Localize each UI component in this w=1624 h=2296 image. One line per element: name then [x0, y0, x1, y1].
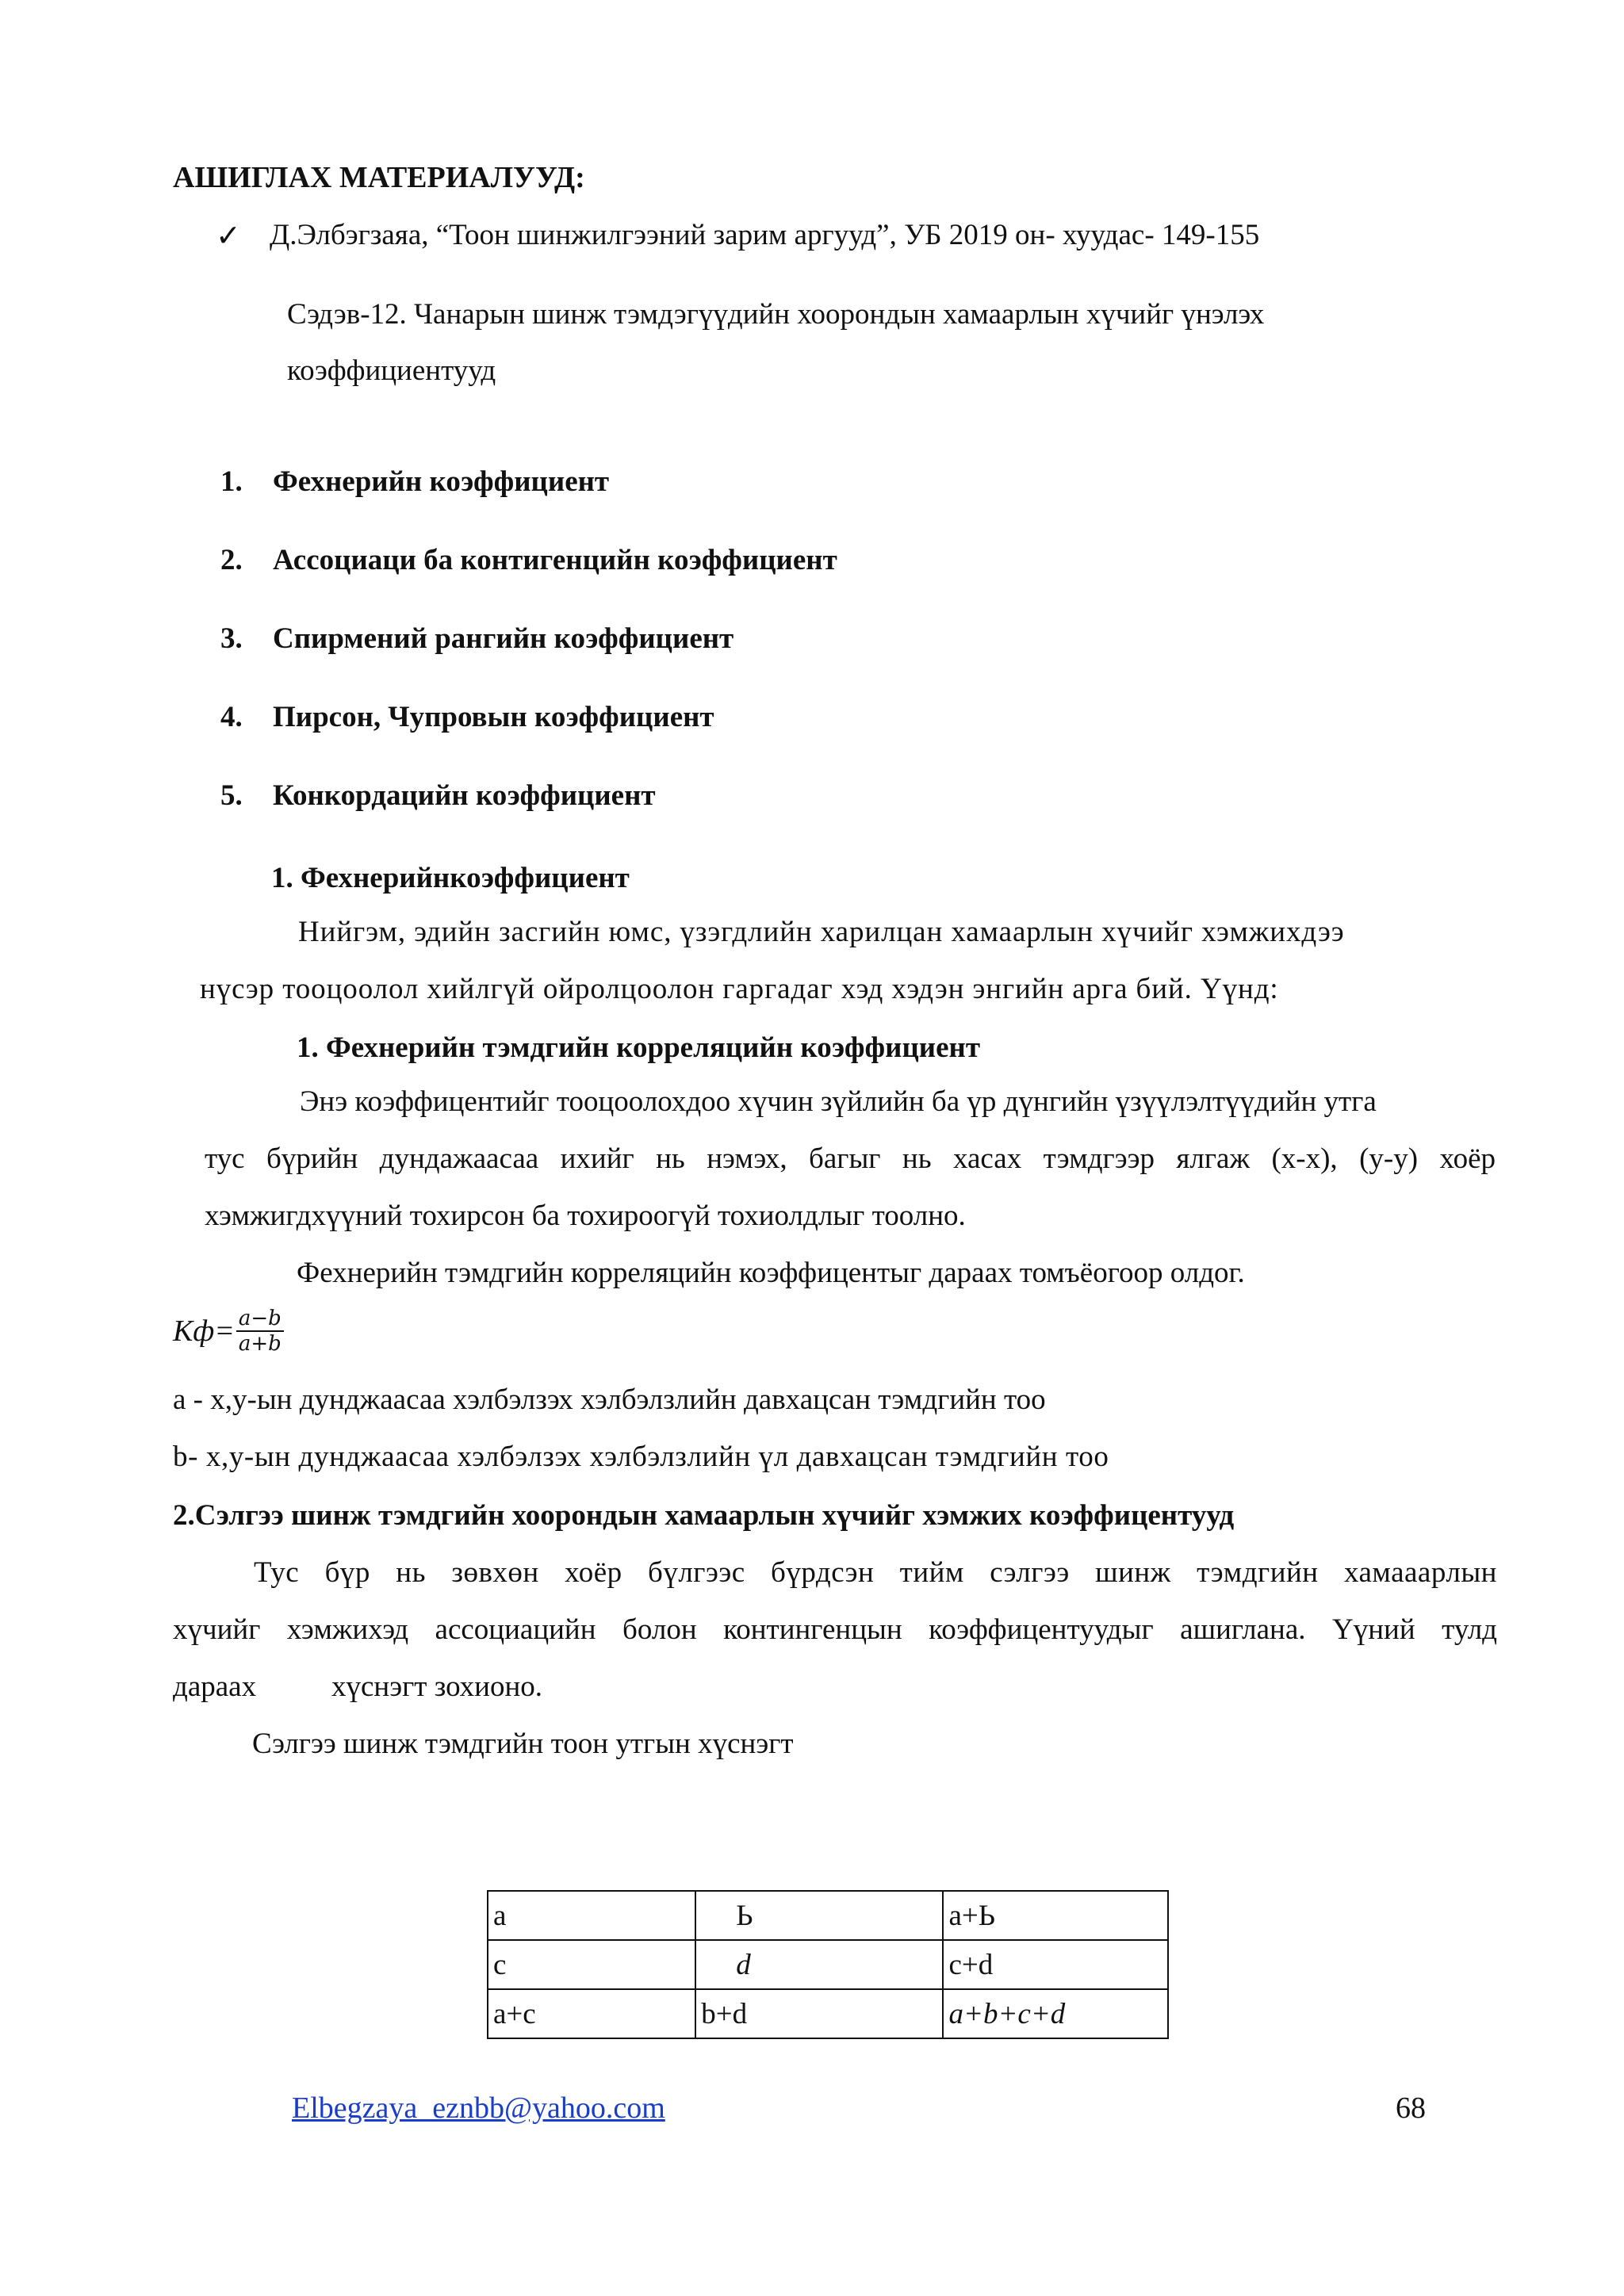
definition-b: b- x,y-ын дунджаасаа хэлбэлзэх хэлбэлзлийн үл давхацсан тэмдгийн тоо — [173, 1441, 1109, 1473]
value-table — [487, 1890, 1169, 2039]
page-number: 68 — [1396, 2091, 1426, 2125]
table-row — [488, 1989, 1168, 2038]
contents-item-label: Спирмений рангийн коэффициент — [273, 622, 734, 655]
section2-para-line-3a: дараах — [173, 1670, 257, 1703]
table-cell: c — [488, 1940, 695, 1989]
fechner-para-line-3: хэмжигдхүүний тохирсон ба тохироогүй тохиолдлыг тоолно. — [205, 1200, 966, 1232]
section2-para-line-2: хүчийг хэмжихэд ассоциацийн болон контингенцын коэффицентуудыг ашиглана. Үүний тулд — [173, 1613, 1497, 1646]
table-cell: c+d — [943, 1940, 1168, 1989]
table-cell: a+Ь — [943, 1891, 1168, 1940]
table-caption: Сэлгээ шинж тэмдгийн тоон утгын хүснэгт — [252, 1728, 794, 1760]
section1-heading: 1. Фехнерийнкоэффициент — [271, 862, 630, 894]
formula-fraction — [236, 1307, 284, 1356]
contents-item — [220, 700, 714, 734]
contents-item-label: Ассоциаци ба контигенцийн коэффициент — [273, 544, 837, 576]
contents-item — [220, 543, 837, 577]
fechner-subheading: 1. Фехнерийн тэмдгийн корреляцийн коэффициент — [297, 1031, 981, 1064]
contents-item-label: Конкордацийн коэффициент — [273, 779, 656, 812]
materials-heading: АШИГЛАХ МАТЕРИАЛУУД: — [173, 161, 585, 194]
contents-item-number: 1. — [220, 465, 243, 498]
formula-denominator: a+b — [238, 1332, 282, 1356]
fechner-formula — [173, 1307, 284, 1356]
section1-intro-line-1: Нийгэм, эдийн засгийн юмс, үзэгдлийн харилцан хамаарлын хүчийг хэмжихдээ — [298, 916, 1345, 948]
table-cell: b+d — [695, 1989, 943, 2038]
contents-item-number: 4. — [220, 701, 243, 733]
fechner-para-line-2: тус бүрийн дундажаасаа ихийг нь нэмэх, багыг нь хасах тэмдгээр ялгаж (x-x), (y-y) хоёр — [205, 1142, 1496, 1175]
section1-intro-line-2: нүсэр тооцоолол хийлгүй ойролцоолон гаргадаг хэд хэдэн энгийн арга бий. Үүнд: — [200, 973, 1279, 1005]
table-row — [488, 1891, 1168, 1940]
topic-line-2: коэффициентууд — [287, 354, 496, 387]
table-cell: a+c — [488, 1989, 695, 2038]
formula-lhs: Кф= — [173, 1314, 235, 1348]
fechner-para-line-1: Энэ коэффицентийг тооцоолохдоо хүчин зүйлийн ба үр дүнгийн үзүүлэлтүүдийн утга — [300, 1085, 1377, 1118]
contents-item-number: 2. — [220, 544, 243, 576]
check-icon: ✓ — [216, 218, 241, 253]
table-cell: d — [695, 1940, 943, 1989]
section2-heading: 2.Сэлгээ шинж тэмдгийн хоорондын хамаарлын хүчийг хэмжих коэффицентууд — [173, 1499, 1235, 1532]
formula-intro: Фехнерийн тэмдгийн корреляцийн коэффицентыг дараах томъёогоор олдог. — [297, 1257, 1245, 1289]
table-cell: a — [488, 1891, 695, 1940]
section2-para-line-1: Тус бүр нь зөвхөн хоёр бүлгээс бүрдсэн тийм сэлгээ шинж тэмдгийн хамааарлын — [254, 1556, 1497, 1589]
contents-item — [220, 465, 609, 499]
contents-item — [220, 622, 733, 656]
contents-item-label: Пирсон, Чупровын коэффициент — [273, 701, 714, 733]
formula-numerator: a−b — [236, 1307, 284, 1332]
topic-line-1: Сэдэв-12. Чанарын шинж тэмдэгүүдийн хоорондын хамаарлын хүчийг үнэлэх — [287, 298, 1265, 331]
contents-item-number: 5. — [220, 779, 243, 812]
definition-a: a - x,y-ын дунджаасаа хэлбэлзэх хэлбэлзлийн давхацсан тэмдгийн тоо — [173, 1383, 1046, 1416]
table-cell: Ь — [695, 1891, 943, 1940]
table-cell: a+b+c+d — [943, 1989, 1168, 2038]
reference-line: Д.Элбэгзаяа, “Тоон шинжилгээний зарим аргууд”, УБ 2019 он- хуудас- 149-155 — [270, 219, 1260, 251]
section2-para-line-3b: хүснэгт зохионо. — [331, 1670, 543, 1703]
table-row — [488, 1940, 1168, 1989]
contents-item — [220, 779, 656, 813]
footer-email-link[interactable]: Elbegzaya_eznbb@yahoo.com — [292, 2091, 665, 2125]
contents-item-label: Фехнерийн коэффициент — [273, 465, 610, 498]
contents-item-number: 3. — [220, 622, 243, 655]
